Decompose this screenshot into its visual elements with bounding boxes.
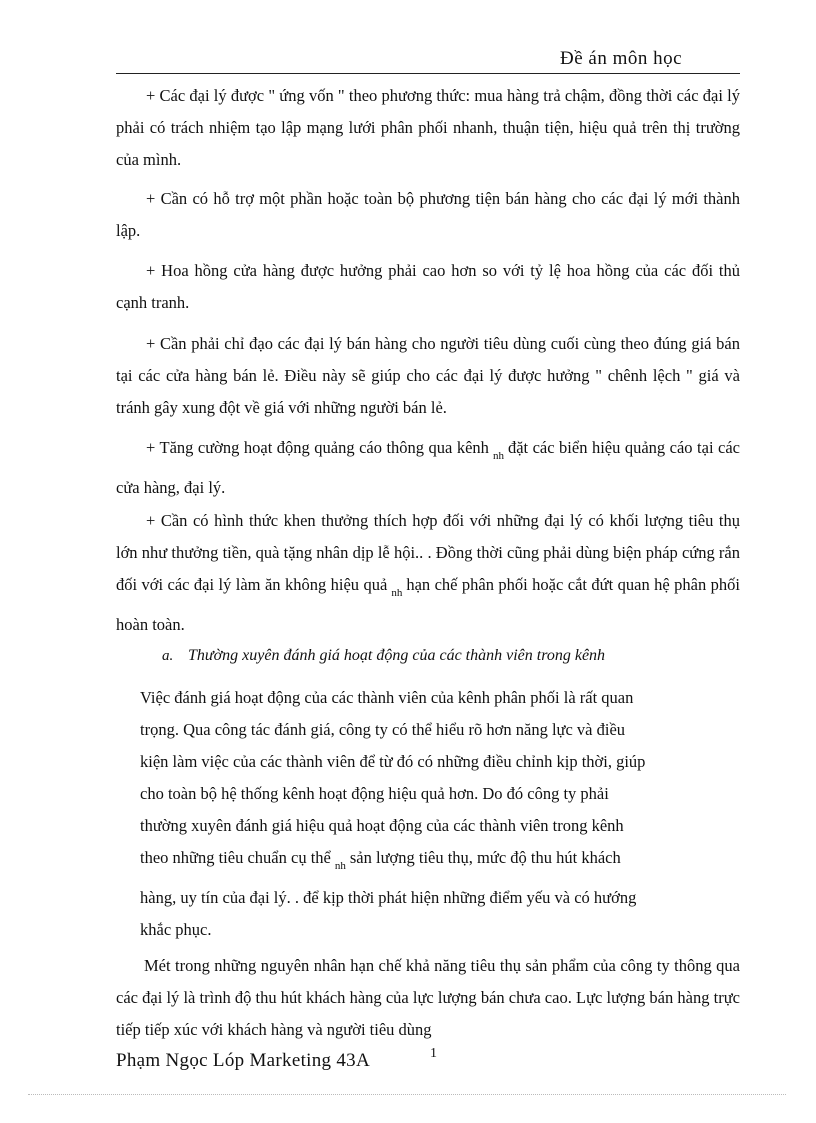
page-number: 1 — [430, 1046, 437, 1061]
paragraph-5 — [116, 432, 740, 504]
block-line-4: cho toàn bộ hệ thống kênh hoạt động hiệu quả hơn. Do đó công ty phải — [140, 784, 609, 803]
section-letter: a. — [162, 648, 174, 664]
header-rule — [116, 73, 740, 74]
paragraph-3-text: + Hoa hồng cửa hàng được hưởng phải cao hơn so với tỷ lệ hoa hồng của các đối thủ cạnh tranh. — [116, 261, 740, 312]
paragraph-6-text-before: + Cần có hình thức khen thưởng thích hợp đối với những đại lý có khối lượng tiêu thụ lớn như thưởng tiền, quà tặng nhân dịp lễ hội.. . Đồng thời cũng phải dùng biện pháp cứng rắn đối với các đại lý làm ăn không hiệu quả — [116, 511, 740, 594]
paragraph-7-text: Mét trong những nguyên nhân hạn chế khả năng tiêu thụ sản phẩm của công ty thông qua các đại lý là trình độ thu hút khách hàng của lực lượng bán chưa cao. Lực lượng bán hàng trực tiếp tiếp xúc với khách hàng và người tiêu dùng — [116, 956, 740, 1039]
paragraph-2 — [116, 183, 740, 247]
evaluation-block — [140, 682, 720, 946]
paragraph-5-text-before: + Tăng cường hoạt động quảng cáo thông qua kênh — [146, 438, 489, 457]
paragraph-6 — [116, 505, 740, 641]
block-line-3: kiện làm việc của các thành viên để từ đó có những điều chỉnh kịp thời, giúp — [140, 752, 646, 771]
paragraph-5-text-after: đặt các biển hiệu quảng cáo tại các cửa hàng, đại lý. — [116, 438, 740, 497]
block-line-6-sub: nh — [334, 860, 346, 872]
section-heading — [162, 647, 605, 665]
paragraph-1 — [116, 80, 740, 176]
header-title: Đề án môn học — [560, 48, 683, 69]
paragraph-1-text: + Các đại lý được " ứng vốn " theo phương thức: mua hàng trả chậm, đồng thời các đại lý phải có trách nhiệm tạo lập mạng lưới phân phối nhanh, thuận tiện, hiệu quả trên thị trường của mình. — [116, 86, 740, 169]
block-line-1: Việc đánh giá hoạt động của các thành viên của kênh phân phối là rất quan — [140, 688, 634, 707]
block-line-7: hàng, uy tín của đại lý. . để kịp thời phát hiện những điểm yếu và có hướng — [140, 888, 637, 907]
block-line-2: trọng. Qua công tác đánh giá, công ty có thể hiểu rõ hơn năng lực và điều — [140, 720, 626, 739]
paragraph-6-text-after: hạn chế phân phối hoặc cắt đứt quan hệ phân phối hoàn toàn. — [116, 575, 740, 634]
block-line-6-before: theo những tiêu chuẩn cụ thể — [140, 848, 331, 867]
block-line-5: thường xuyên đánh giá hiệu quả hoạt động của các thành viên trong kênh — [140, 816, 624, 835]
block-line-6-after: sản lượng tiêu thụ, mức độ thu hút khách — [349, 848, 621, 867]
paragraph-3 — [116, 255, 740, 319]
paragraph-5-sub: nh — [492, 450, 504, 462]
paragraph-2-text: + Cần có hỗ trợ một phần hoặc toàn bộ phương tiện bán hàng cho các đại lý mới thành lập. — [116, 189, 740, 240]
paragraph-6-sub: nh — [391, 587, 403, 599]
page-bottom-rule — [28, 1094, 786, 1095]
block-line-8: khắc phục. — [140, 920, 212, 939]
block-line-6 — [140, 842, 720, 882]
footer-author: Phạm Ngọc Lóp Marketing 43A — [116, 1050, 371, 1071]
paragraph-7 — [116, 950, 740, 1046]
paragraph-4-text: + Cần phải chỉ đạo các đại lý bán hàng cho người tiêu dùng cuối cùng theo đúng giá bán tại các cửa hàng bán lẻ. Điều này sẽ giúp cho các đại lý được hưởng " chênh lệch " giá và tránh gây xung đột về giá với những người bán lẻ. — [116, 334, 740, 417]
section-title: Thường xuyên đánh giá hoạt động của các thành viên trong kênh — [188, 647, 606, 664]
paragraph-4 — [116, 328, 740, 424]
